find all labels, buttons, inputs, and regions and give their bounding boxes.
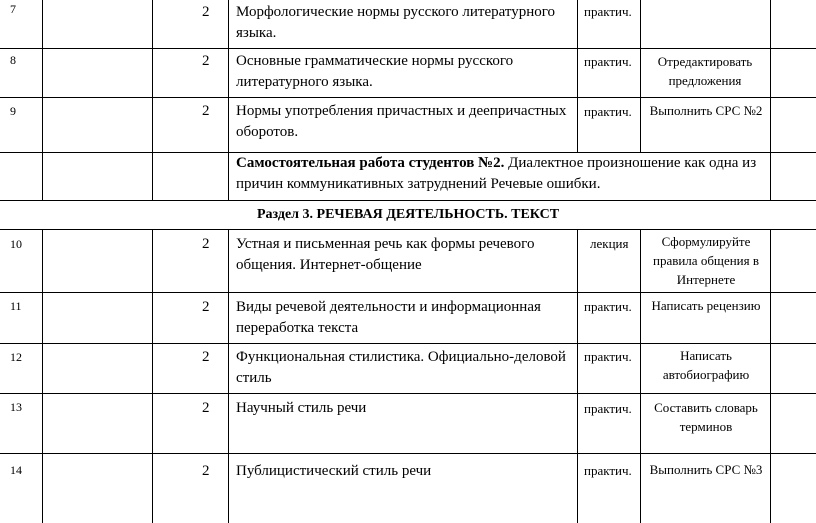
- row-task: Выполнить СРС №2: [649, 103, 763, 118]
- row-task: Написать автобиографию: [662, 348, 750, 382]
- row-topic: Публицистический стиль речи: [236, 463, 432, 479]
- col-divider: [42, 0, 43, 200]
- row-divider: [0, 48, 816, 49]
- row-divider: [0, 292, 816, 293]
- row-hours: 2: [202, 400, 210, 416]
- independent-work-note: [236, 153, 770, 195]
- row-topic: Нормы употребления причастных и деепричастных оборотов.: [236, 103, 567, 140]
- col-divider: [228, 0, 229, 200]
- col-divider: [577, 0, 578, 152]
- row-type: лекция: [590, 236, 629, 251]
- col-divider: [577, 229, 578, 523]
- row-number: 11: [10, 299, 22, 313]
- row-divider: [0, 200, 816, 201]
- row-type: практич.: [584, 299, 632, 314]
- row-type: практич.: [584, 463, 632, 478]
- row-type: практич.: [584, 349, 632, 364]
- row-type: практич.: [584, 104, 632, 119]
- row-number: 10: [10, 237, 22, 251]
- row-divider: [0, 453, 816, 454]
- row-number: 8: [10, 53, 16, 67]
- col-divider: [152, 229, 153, 523]
- row-type: практич.: [584, 401, 632, 416]
- row-hours: 2: [202, 463, 210, 479]
- row-topic: Устная и письменная речь как формы речевого общения. Интернет-общение: [236, 236, 535, 273]
- col-divider: [770, 229, 771, 523]
- independent-work-title: Самостоятельная работа студентов №2.: [236, 155, 505, 171]
- row-type: практич.: [584, 54, 632, 69]
- row-task: Сформулируйте правила общения в Интернете: [652, 234, 759, 287]
- row-task: Отредактировать предложения: [657, 54, 753, 88]
- row-hours: 2: [202, 103, 210, 119]
- row-topic: Функциональная стилистика. Официально-деловой стиль: [236, 349, 566, 386]
- row-hours: 2: [202, 299, 210, 315]
- row-topic: Основные грамматические нормы русского литературного языка.: [236, 53, 514, 90]
- row-number: 9: [10, 104, 16, 118]
- section-title: Раздел 3. РЕЧЕВАЯ ДЕЯТЕЛЬНОСТЬ. ТЕКСТ: [256, 207, 560, 222]
- row-type: практич.: [584, 4, 632, 19]
- row-task: Написать рецензию: [651, 298, 761, 313]
- col-divider: [640, 229, 641, 523]
- row-divider: [0, 393, 816, 394]
- col-divider: [228, 229, 229, 523]
- row-task: Выполнить СРС №3: [649, 462, 763, 477]
- col-divider: [770, 0, 771, 200]
- row-task: Составить словарь терминов: [654, 400, 758, 434]
- row-divider: [0, 343, 816, 344]
- row-number: 12: [10, 350, 22, 364]
- row-number: 14: [10, 463, 22, 477]
- col-divider: [42, 229, 43, 523]
- row-hours: 2: [202, 4, 210, 20]
- col-divider: [152, 0, 153, 200]
- row-divider: [0, 229, 816, 230]
- row-hours: 2: [202, 349, 210, 365]
- col-divider: [640, 0, 641, 152]
- row-topic: Виды речевой деятельности и информационная переработка текста: [236, 299, 541, 336]
- row-topic: Научный стиль речи: [236, 400, 367, 416]
- row-hours: 2: [202, 236, 210, 252]
- row-number: 7: [10, 2, 16, 16]
- row-topic: Морфологические нормы русского литературного языка.: [236, 4, 556, 41]
- row-number: 13: [10, 400, 22, 414]
- row-hours: 2: [202, 53, 210, 69]
- row-divider: [0, 97, 816, 98]
- independent-work-text: Диалектное произношение как одна из причин коммуникативных затруднений Речевые ошибки.: [236, 155, 757, 192]
